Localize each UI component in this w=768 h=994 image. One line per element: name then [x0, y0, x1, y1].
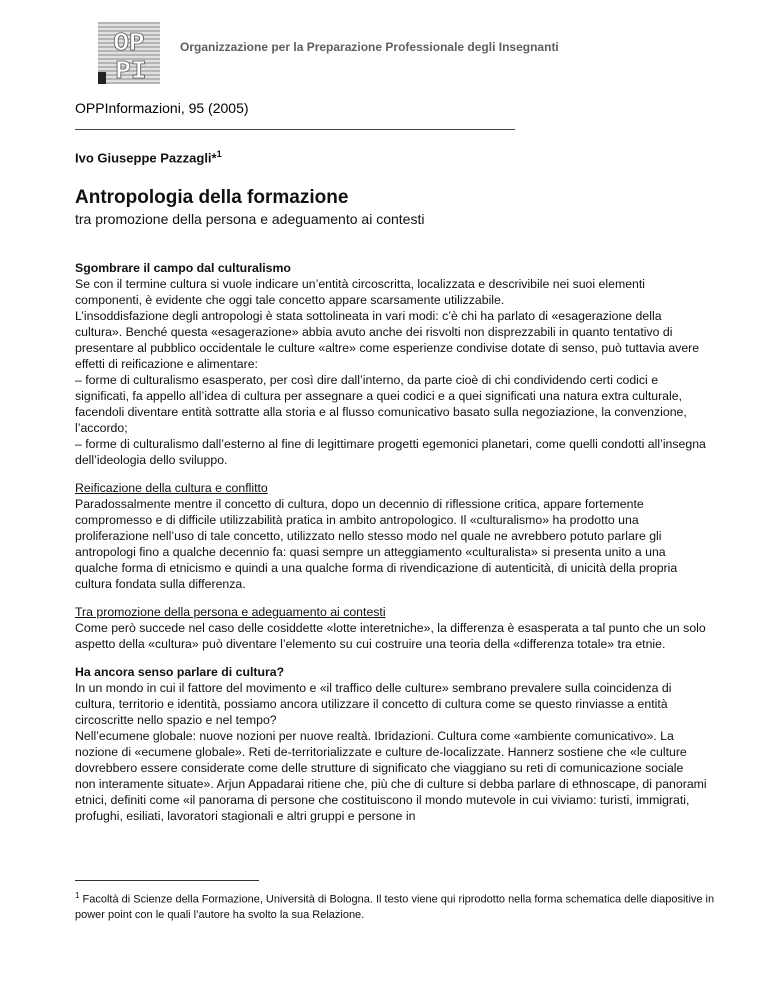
organization-name: Organizzazione per la Preparazione Professionale degli Insegnanti: [180, 40, 559, 54]
section-promozione: [75, 604, 707, 652]
author-name: Ivo Giuseppe Pazzagli*: [75, 150, 217, 166]
paragraph: L’insoddisfazione degli antropologi è stata sottolineata in vari modi: c’è chi ha parlato di «esagerazione della cultura». Benché questa «esagerazione» abbia avuto anche dei risvolti non disprezzabili in quanto tentativo di presentare al pubblico occidentale le culture «altre» come esperienze condivise dotate di senso, può tuttavia avere effetti di reificazione e alimentare:: [75, 309, 700, 371]
paragraph: Come però succede nel caso delle cosiddette «lotte interetniche», la differenza è esasperata a tal punto che un solo aspetto della «cultura» può diventare l’elemento su cui costruire una teoria della «differenza totale» tra etnie.: [75, 621, 706, 651]
journal-reference: OPPInformazioni, 95 (2005): [75, 100, 249, 116]
paragraph: – forme di culturalismo esasperato, per così dire dall’interno, da parte cioè di chi condividendo certi codici e significati, fa appello all’idea di cultura per assegnare a quei codici e a quei significati una natura extra culturale, facendoli diventare entità sottratte alla storia e al flusso comunicativo basato sulla negoziazione, la convenzione, l’accordo;: [75, 373, 687, 435]
logo-text-top: OP: [113, 28, 145, 58]
paragraph: In un mondo in cui il fattore del movimento e «il traffico delle culture» sembrano prevalere sulla coincidenza di cultura, territorio e identità, possiamo ancora utilizzare il concetto di cultura come se questo rinviasse a entità circoscritte nello spazio e nel tempo?: [75, 681, 672, 727]
section-heading: Ha ancora senso parlare di cultura?: [75, 665, 285, 679]
paragraph: Se con il termine cultura si vuole indicare un’entità circoscritta, localizzata e descrivibile nei suoi elementi componenti, è evidente che oggi tale concetto appare scarsamente utilizzabile.: [75, 277, 646, 307]
article-body: [75, 260, 707, 824]
header-divider: [75, 129, 515, 130]
paragraph: Nell’ecumene globale: nuove nozioni per nuove realtà. Ibridazioni. Cultura come «ambiente comunicativo». La nozione di «ecumene globale». Reti de-territorializzate e culture de-localizzate. Hannerz sostiene che «le culture dovrebbero essere considerate come delle strutture di significato che viaggiano su reti di comunicazione sociale non interamente situate». Arjun Appadarai ritiene che, più che di culture si debba parlare di ethnoscape, di panorami etnici, definiti come «il panorama di persone che costituiscono il mondo mutevole in cui viviamo: turisti, immigrati, profughi, esiliati, lavoratori stagionali e altri gruppi e persone in: [75, 729, 707, 823]
footnote-divider: [75, 880, 259, 881]
article-title: Antropologia della formazione: [75, 187, 349, 208]
paragraph: Paradossalmente mentre il concetto di cultura, dopo un decennio di riflessione critica, appare fortemente compromesso e di difficile utilizzabilità pratica in ambito antropologico. Il «culturalismo» ha prodotto una proliferazione nell’uso di tale concetto, utilizzato nello stesso modo nel quale ne avrebbero potuto parlare gli antropologi fino a qualche decennio fa: quasi sempre un atteggiamento «culturalista» si presenta unito a una qualche forma di etnicismo e quindi a una qualche forma di rivendicazione di autenticità, di unicità della propria cultura fondata sulla differenza.: [75, 497, 678, 591]
author-line: [75, 149, 222, 165]
logo-text-bottom: PI: [115, 56, 147, 86]
paragraph: – forme di culturalismo dall’esterno al fine di legittimare progetti egemonici planetari, come quelli condotti all’insegna dell’ideologia dello sviluppo.: [75, 437, 706, 467]
section-heading: Tra promozione della persona e adeguamento ai contesti: [75, 605, 386, 619]
footnote-marker: 1: [75, 891, 80, 900]
section-heading: Reificazione della cultura e conflitto: [75, 481, 268, 495]
footnote: [75, 888, 715, 923]
oppi-logo: [96, 20, 162, 86]
article-subtitle: tra promozione della persona e adeguamento ai contesti: [75, 211, 425, 227]
section-senso-cultura: [75, 664, 707, 824]
section-heading: Sgombrare il campo dal culturalismo: [75, 261, 291, 275]
section-reificazione: [75, 480, 707, 592]
section-culturalismo: [75, 260, 707, 468]
author-note-marker: 1: [216, 149, 222, 159]
footnote-text: Facoltà di Scienze della Formazione, Università di Bologna. Il testo viene qui riprodotto nella forma schematica delle diapositive in power point con le quali l’autore ha svolto la sua Relazione.: [75, 893, 715, 921]
